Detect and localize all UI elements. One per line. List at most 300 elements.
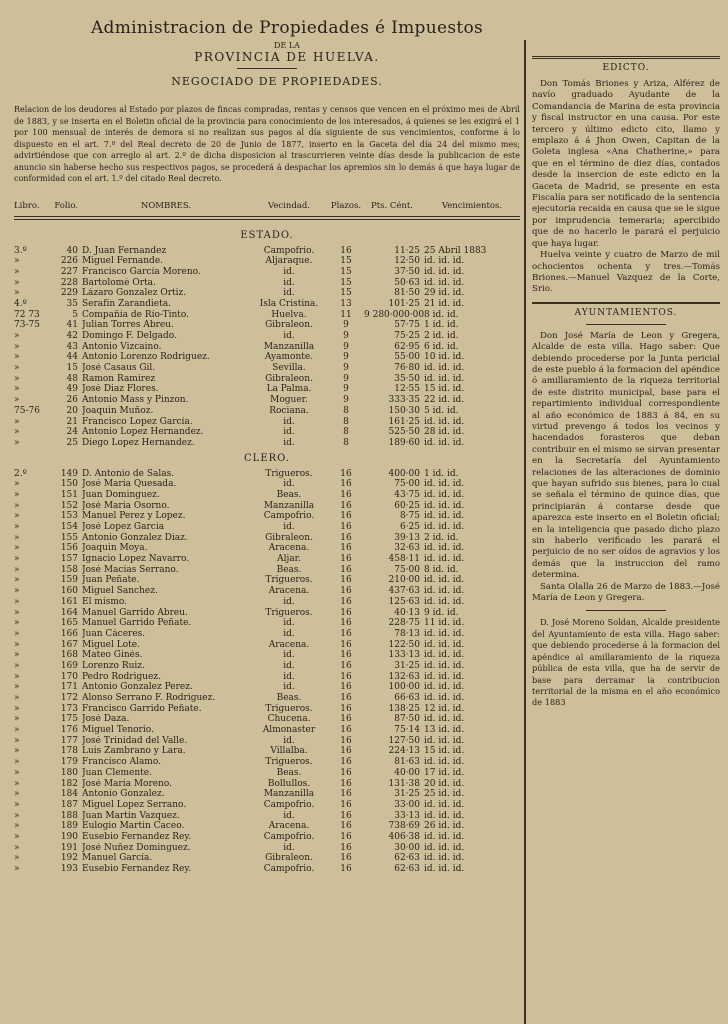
cell-vecindad: Campofrio. [263,864,315,874]
cell-libro: » [14,703,20,714]
cell-vencimiento: 20 id. id. [424,778,465,789]
cell-vecindad: Aljar. [277,554,301,565]
table-row [14,288,520,299]
cell-pts: 75·00 [394,479,420,490]
cell-pts: 40·00 [394,767,420,778]
cell-vecindad: Villalba. [270,746,308,757]
cell-vencimiento: id. id. id. [424,543,465,554]
edicto-title: EDICTO. [532,56,720,73]
table-row [14,586,520,597]
cell-nombre: José Lopez García [82,522,165,532]
cell-folio: 150 [60,479,78,490]
cell-nombre: Mateo Ginés. [82,650,143,661]
cell-pts: 406·38 [388,831,420,842]
cell-pts: 133·13 [388,650,420,661]
cell-vencimiento: 1 id. id. [424,468,459,479]
ayuntamientos-block-1: Don José María de Leon y Gregera, Alcalde de esta villa. Hago saber: Que debiendo procederse por la Junta pericial de este pueblo á la formacion del apéndice ó amillaramiento de la riqueza territorial de este distrito municipal, base para el repartimiento individual correspondiente al año económico de 1883 á 84, en su virtud prevengo á todos los vecinos y hacendados forasteros que deban contribuir en el mismo se sirvan presentar en la Secretaría del Ayuntamiento relaciones de las alteraciones de dominio que hayan sufrido sus bienes, para lo cual se señala el término de quince días, que principiarán á contarse desde que aparezca este inserto en el Boletin oficial; en la inteligencia que pasado dicho plazo sin haberlo verificado les parará el perjuicio de no ser oídos de agravios y los demás que la instruccion del ramo determina. [532,330,720,581]
cell-libro: » [14,853,20,864]
cell-vencimiento: id. id. id. [424,500,465,511]
cell-nombre: Compañía de Río-Tinto. [82,309,190,320]
header-rule [14,216,520,220]
cell-vencimiento: id. id. id. [424,363,465,374]
cell-vencimiento: id. id. id. [424,586,465,597]
table-row [14,608,520,619]
cell-plazo: 16 [340,821,352,832]
cell-vencimiento: id. id. id. [424,373,465,384]
cell-libro: » [14,596,20,607]
col-folio: Folio. [54,200,78,211]
cell-libro: » [14,799,20,810]
cell-nombre: José Trinidad del Valle. [82,735,188,746]
cell-vencimiento: 22 id. id. [424,395,465,406]
table-row [14,629,520,640]
cell-folio: 182 [60,778,78,789]
cell-pts: 210·00 [388,575,420,586]
table-row [14,310,520,321]
cell-nombre: José Daza. [82,714,130,725]
cell-vencimiento: 26 id. id. [424,821,465,832]
cell-pts: 39·13 [394,532,420,543]
cell-plazo: 16 [340,693,352,703]
cell-pts: 132·63 [388,671,420,682]
cell-nombre: Lázaro Gonzalez Ortiz. [82,288,187,299]
table-row [14,736,520,747]
cell-plazo: 16 [340,789,352,800]
cell-libro: » [14,767,20,778]
cell-vecindad: id. [283,331,295,341]
table-row [14,267,520,278]
cell-plazo: 16 [340,671,352,682]
cell-folio: 166 [60,628,78,639]
cell-libro: » [14,607,20,618]
cell-vecindad: id. [283,682,295,693]
cell-nombre: Juan Cáceres. [82,628,146,639]
cell-folio: 177 [60,735,78,746]
table-row [14,864,520,875]
column-divider [524,40,526,1024]
cell-nombre: Joaquin Moya. [82,543,148,554]
cell-nombre: Serafín Zarandieta. [82,298,171,309]
cell-vencimiento: 15 id. id. [424,746,465,757]
cell-folio: 188 [60,810,78,821]
table-row [14,511,520,522]
ayuntamientos-title: AYUNTAMIENTOS. [574,307,678,318]
cell-libro: » [14,352,20,363]
cell-plazo: 15 [340,256,352,267]
cell-nombre: Eusebio Fernandez Rey. [82,831,192,842]
table-row [14,438,520,449]
cell-libro: » [14,660,20,671]
cell-vecindad: id. [283,735,295,746]
cell-folio: 41 [66,320,78,331]
cell-libro: » [14,778,20,789]
cell-libro: » [14,693,20,703]
cell-nombre: José Macías Serrano. [82,564,179,575]
table-row [14,661,520,672]
cell-folio: 44 [66,352,78,363]
cell-pts: 62·63 [394,853,420,864]
cell-libro: » [14,489,20,500]
cell-vecindad: Beas. [276,564,302,575]
cell-vencimiento: id. id. id. [424,575,465,586]
cell-folio: 176 [60,725,78,736]
cell-plazo: 8 [343,416,349,427]
cell-vencimiento: 15 id. id. [424,384,465,395]
cell-vencimiento: id. id. id. [424,416,465,427]
cell-plazo: 16 [340,799,352,810]
cell-nombre: Juan Clemente. [82,767,152,778]
cell-pts: 131·38 [388,778,420,789]
table-row [14,832,520,843]
cell-libro: » [14,395,20,406]
cell-vecindad: Trigueros. [265,703,313,714]
province-title: PROVINCIA DE HUELVA. [194,50,380,64]
cell-nombre: Julian Torres Abreu. [82,320,174,331]
cell-vecindad: Huelva. [271,309,307,320]
cell-vencimiento: 10 id. id. [424,352,465,363]
cell-pts: 8·75 [399,511,420,522]
cell-pts: 400·00 [388,468,420,479]
table-row [14,693,520,704]
cell-libro: » [14,543,20,554]
cell-plazo: 8 [343,427,349,438]
cell-vencimiento: 12 id. id. [424,703,465,714]
cell-folio: 154 [60,522,78,532]
cell-folio: 180 [60,767,78,778]
cell-libro: » [14,331,20,341]
cell-vencimiento: id. id. id. [424,554,465,565]
cell-pts: 12·55 [394,384,420,395]
cell-pts: 161·25 [388,416,420,427]
cell-plazo: 9 [343,341,349,352]
cell-pts: 100·00 [388,682,420,693]
cell-plazo: 16 [340,596,352,607]
table-row [14,374,520,385]
cell-vecindad: id. [283,628,295,639]
cell-nombre: Francisco Alamo. [82,757,161,768]
cell-libro: » [14,575,20,586]
cell-vencimiento: 17 id. id. [424,767,465,778]
cell-vecindad: id. [283,427,295,438]
cell-folio: 161 [60,596,78,607]
cell-vecindad: Manzanilla [263,341,315,352]
cell-vecindad: Campofrio. [263,245,315,256]
cell-pts: 30·00 [394,842,420,853]
cell-pts: 55·00 [394,352,420,363]
cell-vencimiento: id. id. id. [424,277,465,288]
cell-vencimiento: 28 id. id. [424,427,465,438]
cell-folio: 190 [60,831,78,842]
cell-libro: » [14,842,20,853]
edicto-footer: Huelva veinte y cuatro de Marzo de mil ochocientos ochenta y tres.—Tomás Briones.—Manuel Vazquez de la Corte, Srio. [532,250,720,295]
table-row [14,331,520,342]
cell-folio: 228 [60,277,78,288]
table-row [14,533,520,544]
cell-libro: » [14,363,20,374]
cell-vecindad: Trigueros. [265,575,313,586]
cell-pts: 11·25 [394,245,420,256]
cell-libro: » [14,714,20,725]
estado-title: ESTADO. [240,229,294,241]
cell-libro: » [14,511,20,522]
cell-nombre: El mismo. [82,596,127,607]
cell-vencimiento: id. id. id. [424,714,465,725]
cell-plazo: 16 [340,757,352,768]
cell-plazo: 9 [343,384,349,395]
cell-nombre: Joaquin Muñoz. [82,405,154,416]
cell-plazo: 16 [340,853,352,864]
cell-plazo: 9 [343,373,349,384]
cell-pts: 525·50 [388,427,420,438]
cell-vecindad: Aracena. [268,543,310,554]
cell-nombre: Eulogio Martin Caceo. [82,821,185,832]
table-row [14,853,520,864]
table-row [14,554,520,565]
cell-vencimiento: id. id. id. [424,256,465,267]
cell-vecindad: Beas. [276,767,302,778]
cell-vencimiento: 25 id. id. [424,789,465,800]
cell-folio: 159 [60,575,78,586]
section-title: NEGOCIADO DE PROPIEDADES. [171,75,383,88]
cell-libro: » [14,384,20,395]
table-row [14,469,520,480]
cell-vecindad: id. [283,437,295,448]
cell-folio: 21 [66,416,78,427]
cell-vecindad: Trigueros. [265,468,313,479]
cell-libro: » [14,831,20,842]
cell-libro: » [14,554,20,565]
cell-folio: 152 [60,500,78,511]
cell-plazo: 9 [343,320,349,331]
cell-libro: » [14,628,20,639]
cell-pts: 224·13 [388,746,420,757]
table-row [14,342,520,353]
cell-vencimiento: 25 Abril 1883 [424,245,487,256]
cell-nombre: José Nuñez Dominguez. [82,842,191,853]
cell-vencimiento: id. id. id. [424,596,465,607]
cell-libro: 75-76 [14,405,40,416]
cell-plazo: 16 [340,639,352,650]
cell-pts: 458·11 [388,554,420,565]
cell-vecindad: id. [283,288,295,299]
cell-vecindad: id. [283,842,295,853]
cell-folio: 178 [60,746,78,757]
cell-plazo: 8 [343,437,349,448]
cell-plazo: 16 [340,489,352,500]
cell-vecindad: Campofrio. [263,511,315,522]
cell-nombre: Luis Zambrano y Lara. [82,746,186,757]
ayuntamientos-block-1-footer: Santa Olalla 26 de Marzo de 1883.—José María de Leon y Gregera. [532,581,720,604]
cell-vecindad: Gibraleon. [265,320,313,331]
table-row [14,522,520,533]
cell-pts: 60·25 [394,500,420,511]
cell-vecindad: Chucena. [267,714,311,725]
cell-nombre: D. Antonio de Salas. [82,468,175,479]
cell-plazo: 16 [340,725,352,736]
cell-nombre: Miguel Sanchez. [82,586,158,597]
cell-nombre: Antonio Gonzalez Perez. [82,682,193,693]
cell-pts: 9 280·000·00 [364,309,425,320]
table-row [14,479,520,490]
cell-vecindad: Aracena. [268,639,310,650]
cell-plazo: 8 [343,405,349,416]
cell-vencimiento: 1 id. id. [424,320,459,331]
cell-nombre: Francisco Garrido Peñate. [82,703,202,714]
cell-vencimiento: id. id. id. [424,757,465,768]
table-row [14,843,520,854]
cell-libro: 2.º [14,468,27,479]
cell-libro: » [14,618,20,629]
cell-pts: 75·25 [394,331,420,341]
cell-folio: 160 [60,586,78,597]
cell-vencimiento: id. id. id. [424,842,465,853]
cell-plazo: 11 [340,309,352,320]
cell-folio: 170 [60,671,78,682]
table-row [14,757,520,768]
cell-pts: 333·35 [388,395,420,406]
cell-plazo: 16 [340,810,352,821]
table-row [14,575,520,586]
table-row [14,811,520,822]
cell-vecindad: Sevilla. [272,363,306,374]
cell-pts: 189·60 [388,437,420,448]
cell-vencimiento: id. id. id. [424,735,465,746]
col-libro: Libro. [14,200,40,211]
cell-vencimiento: id. id. id. [424,489,465,500]
cell-nombre: Manuel Garrido Abreu. [82,607,188,618]
table-row [14,640,520,651]
cell-plazo: 16 [340,618,352,629]
cell-libro: 73-75 [14,320,40,331]
cell-folio: 175 [60,714,78,725]
cell-vecindad: id. [283,618,295,629]
cell-libro: » [14,522,20,532]
cell-libro: » [14,500,20,511]
cell-vecindad: Gibraleon. [265,373,313,384]
cell-pts: 40·13 [394,607,420,618]
cell-nombre: Antonio Lorenzo Rodriguez. [82,352,210,363]
cell-vencimiento: id. id. id. [424,628,465,639]
cell-plazo: 15 [340,277,352,288]
table-row [14,406,520,417]
cell-vecindad: Ayamonte. [264,352,314,363]
cell-plazo: 16 [340,682,352,693]
col-plazos: Plazos. [330,200,362,211]
table-row [14,363,520,374]
cell-vencimiento: 8 id. id. [424,564,459,575]
cell-plazo: 15 [340,266,352,277]
cell-folio: 192 [60,853,78,864]
cell-nombre: José María Quesada. [82,479,177,490]
cell-pts: 6·25 [399,522,420,532]
cell-folio: 169 [60,660,78,671]
cell-pts: 33·13 [394,810,420,821]
table-row [14,543,520,554]
cell-folio: 179 [60,757,78,768]
cell-libro: » [14,639,20,650]
cell-nombre: José Casaus Gil. [82,363,156,374]
cell-vecindad: La Palma. [266,384,312,395]
intro-paragraph: Relacion de los deudores al Estado por plazos de fincas compradas, rentas y censos que vencen en el próximo mes de Abril de 1883, y se inserta en el Boletin oficial de la provincia para conocimiento de los interesados, á quienes se les exigirá el 1 por 100 mensual de interés de demora si no realizan sus pagos al día siguiente de sus vencimientos, conforme á lo dispuesto en el art. 7.º del Real decreto de 20 de Junio de 1877, inserto en la Gaceta del día 24 del mismo mes; advirtiéndose que con arreglo al art. 2.º de dicha disposicion al trascurrieren veinte días desde la publicacion de este anuncio sin haberse hecho sus respectivos pagos, se procederá á despachar los apremios sin lo demás á que haya lugar de conformidad con el art. 1.º del citado Real decreto. [14,105,520,183]
cell-plazo: 16 [340,714,352,725]
cell-folio: 24 [66,427,78,438]
cell-vecindad: id. [283,671,295,682]
cell-vencimiento: id. id. id. [424,522,465,532]
cell-folio: 226 [60,256,78,267]
cell-nombre: Antonio Vizcaino. [82,341,162,352]
cell-pts: 31·25 [394,789,420,800]
cell-nombre: Eusebio Fernandez Rey. [82,864,192,874]
cell-pts: 738·69 [388,821,420,832]
cell-pts: 57·75 [394,320,420,331]
cell-vecindad: Gibraleon. [265,853,313,864]
table-row [14,597,520,608]
cell-vecindad: Campofrio. [263,831,315,842]
cell-plazo: 16 [340,778,352,789]
cell-folio: 229 [60,288,78,299]
cell-vencimiento: id. id. id. [424,864,465,874]
table-row [14,800,520,811]
cell-libro: » [14,682,20,693]
table-row [14,417,520,428]
cell-pts: 138·25 [388,703,420,714]
cell-plazo: 16 [340,703,352,714]
cell-vencimiento: id. id. id. [424,479,465,490]
cell-vecindad: Almonaster [262,725,316,736]
cell-folio: 171 [60,682,78,693]
cell-nombre: Juan Martin Vazquez. [82,810,180,821]
cell-plazo: 16 [340,468,352,479]
cell-plazo: 16 [340,628,352,639]
cell-plazo: 16 [340,842,352,853]
cell-vencimiento: 8 id. id. [424,309,459,320]
col-vencimientos: Vencimientos. [441,200,503,211]
cell-nombre: Antonio Gonzalez Diaz. [82,532,188,543]
cell-vecindad: id. [283,810,295,821]
col-vecindad: Vecindad. [268,200,310,211]
cell-folio: 49 [66,384,78,395]
cell-vecindad: id. [283,416,295,427]
cell-vecindad: Manzanilla [263,500,315,511]
cell-libro: » [14,810,20,821]
cell-nombre: Juan Peñate. [82,575,140,586]
cell-nombre: José Diaz Flores. [82,384,159,395]
cell-pts: 33·00 [394,799,420,810]
cell-nombre: Domingo F. Delgado. [82,331,177,341]
table-row [14,565,520,576]
cell-vencimiento: id. id. id. [424,671,465,682]
cell-vencimiento: 29 id. id. [424,288,465,299]
cell-libro: » [14,821,20,832]
cell-folio: 20 [66,405,78,416]
cell-libro: » [14,725,20,736]
cell-folio: 164 [60,607,78,618]
cell-nombre: Manuel García. [82,853,153,864]
subtitle-de-la: DE LA [274,41,300,50]
cell-libro: 3.º [14,245,27,256]
clero-table [14,469,520,875]
cell-pts: 37·50 [394,266,420,277]
cell-plazo: 16 [340,767,352,778]
cell-vecindad: Trigueros. [265,607,313,618]
cell-vecindad: Campofrio. [263,799,315,810]
cell-nombre: Alonso Serrano F. Rodriguez. [82,693,216,703]
cell-folio: 25 [66,437,78,448]
cell-pts: 125·63 [388,596,420,607]
cell-nombre: Diego Lopez Hernandez. [82,437,195,448]
left-column [14,18,520,875]
cell-libro: » [14,373,20,384]
